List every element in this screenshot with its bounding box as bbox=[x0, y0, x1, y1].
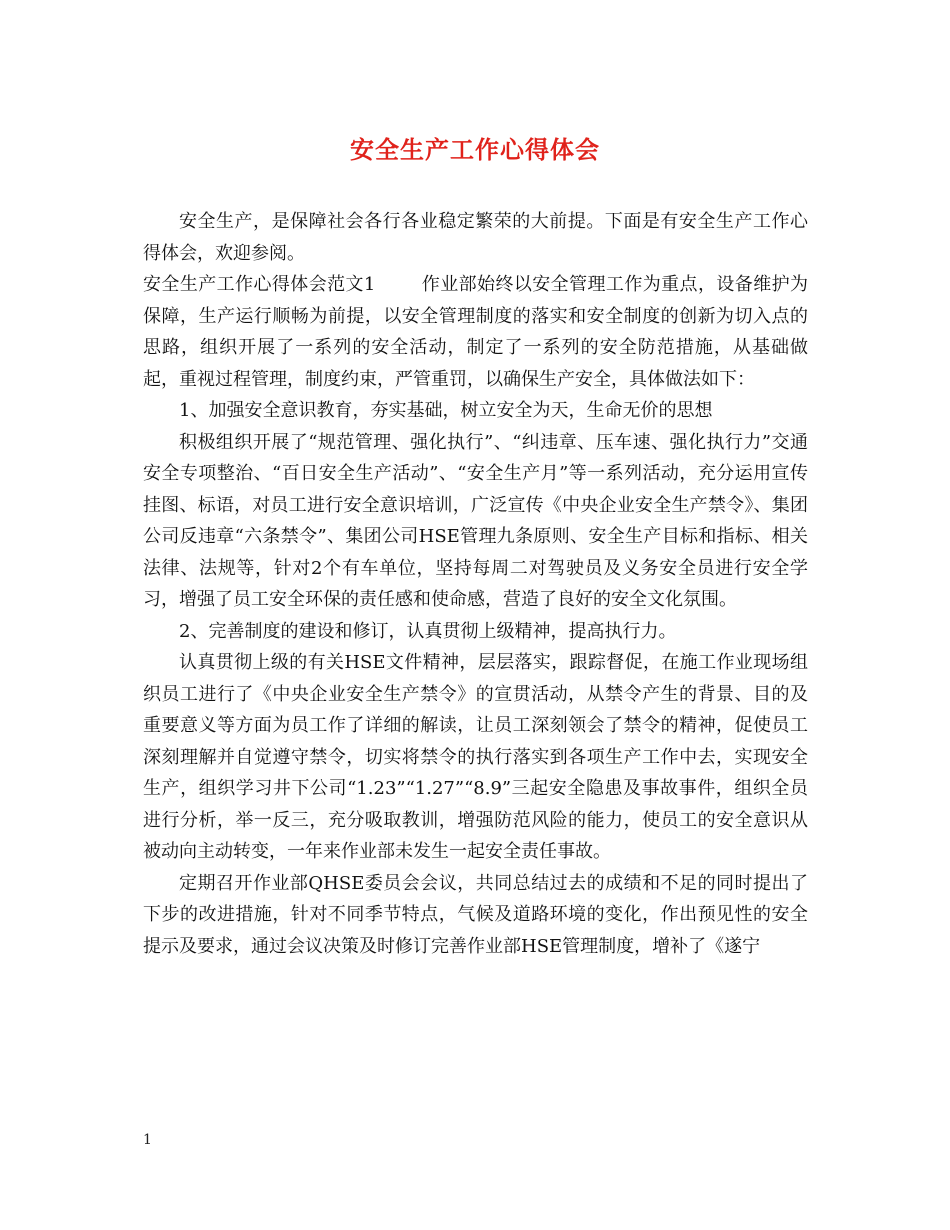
page-number: 1 bbox=[143, 1132, 152, 1148]
section-heading-2: 2、完善制度的建设和修订，认真贯彻上级精神，提高执行力。 bbox=[179, 620, 677, 642]
intro-paragraph: 安全生产，是保障社会各行各业稳定繁荣的大前提。下面是有安全生产工作心得体会，欢迎参阅。 bbox=[143, 211, 808, 264]
document-title: 安全生产工作心得体会 bbox=[350, 135, 600, 164]
section-paragraph-2: 认真贯彻上级的有关HSE文件精神，层层落实，跟踪督促，在施工作业现场组织员工进行了《中央企业安全生产禁令》的宣贯活动，从禁令产生的背景、目的及重要意义等方面为员工作了详细的解读，让员工深刻领会了禁令的精神，促使员工深刻理解并自觉遵守禁令，切实将禁令的执行落实到各项生产工作中去，实现安全生产，组织学习井下公司“1.23”“1.27”“8.9”三起安全隐患及事故事件，组织全员进行分析，举一反三，充分吸取教训，增强防范风险的能力，使员工的安全意识从被动向主动转变，一年来作业部未发生一起安全责任事故。 bbox=[143, 652, 808, 862]
sample-paragraph bbox=[143, 269, 808, 395]
sample-body: 作业部始终以安全管理工作为重点，设备维护为保障，生产运行顺畅为前提，以安全管理制度的落实和安全制度的创新为切入点的思路，组织开展了一系列的安全活动，制定了一系列的安全防范措施，从基础做起，重视过程管理，制度约束，严管重罚，以确保生产安全，具体做法如下： bbox=[143, 274, 809, 390]
section-paragraph-3: 定期召开作业部QHSE委员会会议，共同总结过去的成绩和不足的同时提出了下步的改进措施，针对不同季节特点，气候及道路环境的变化，作出预见性的安全提示及要求，通过会议决策及时修订完善作业部HSE管理制度，增补了《遂宁 bbox=[143, 872, 808, 957]
document-body bbox=[143, 206, 808, 962]
section-paragraph-1: 积极组织开展了“规范管理、强化执行”、“纠违章、压车速、强化执行力”交通安全专项整治、“百日安全生产活动”、“安全生产月”等一系列活动，充分运用宣传挂图、标语，对员工进行安全意识培训，广泛宣传《中央企业安全生产禁令》、集团公司反违章“六条禁令”、集团公司HSE管理九条原则、安全生产目标和指标、相关法律、法规等，针对2个有车单位，坚持每周二对驾驶员及义务安全员进行安全学习，增强了员工安全环保的责任感和使命感，营造了良好的安全文化氛围。 bbox=[143, 431, 808, 610]
section-heading-1: 1、加强安全意识教育，夯实基础，树立安全为天，生命无价的思想 bbox=[179, 400, 713, 421]
sample-label: 安全生产工作心得体会范文1 bbox=[143, 274, 376, 295]
